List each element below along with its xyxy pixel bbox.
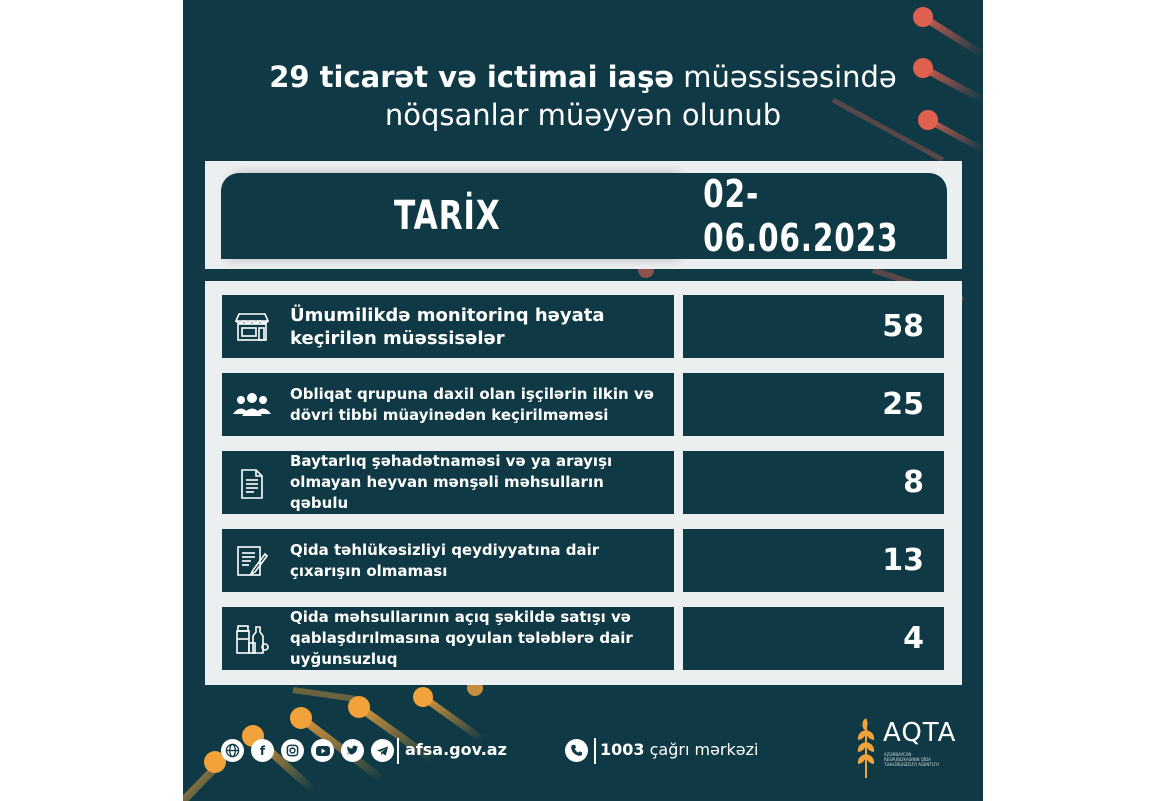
stat-row [222, 451, 944, 514]
footer-divider [397, 738, 399, 764]
stat-row [222, 373, 944, 436]
call-center [600, 740, 758, 759]
footer-divider [594, 738, 596, 764]
date-panel [205, 161, 962, 269]
stat-value: 13 [683, 529, 944, 592]
food-products-icon [222, 607, 282, 670]
page-title [183, 58, 983, 134]
stats-panel [205, 281, 962, 685]
date-value-box [673, 173, 947, 259]
phone-number: 1003 [600, 740, 645, 759]
globe-icon[interactable] [221, 739, 244, 762]
logo-name: AQTA [883, 718, 957, 748]
stat-value: 58 [683, 295, 944, 358]
stat-label: Qida təhlükəsizliyi qeydiyyatına dair çıxarışın olmaması [290, 540, 600, 580]
people-group-icon [222, 373, 282, 436]
stat-value: 8 [683, 451, 944, 514]
store-icon [222, 295, 282, 358]
poster [183, 0, 983, 801]
phone-label: çağrı mərkəzi [649, 740, 759, 759]
date-label: TARİX [393, 193, 501, 239]
stat-label-box [222, 373, 674, 436]
logo-subtitle: AZƏRBAYCAN RESPUBLİKASININ QİDA TƏHLÜKƏSİZLİYİ AGENTLİYİ [884, 752, 939, 767]
stat-row [222, 529, 944, 592]
date-label-box [221, 173, 673, 259]
wheat-logo-icon [851, 712, 881, 780]
stat-row [222, 607, 944, 670]
stat-label: Ümumilikdə monitorinq həyata keçirilən müəssisələr [290, 304, 605, 349]
stat-label-box [222, 451, 674, 514]
social-links [221, 739, 394, 762]
youtube-icon[interactable] [311, 739, 334, 762]
stat-label: Baytarlıq şəhadətnaməsi və ya arayışı olmayan heyvan mənşəli məhsulların qəbulu [290, 452, 613, 512]
document-pen-icon [222, 529, 282, 592]
stat-label-box [222, 607, 674, 670]
instagram-icon[interactable] [281, 739, 304, 762]
website-link[interactable]: afsa.gov.az [405, 740, 507, 759]
twitter-icon[interactable] [341, 739, 364, 762]
facebook-icon[interactable]: f [251, 739, 274, 762]
stat-row [222, 295, 944, 358]
stat-label-box [222, 295, 674, 358]
stat-value: 4 [683, 607, 944, 670]
headline-rest: müəssisəsində [683, 60, 897, 94]
telegram-icon[interactable] [371, 739, 394, 762]
headline-line2: nöqsanlar müəyyən olunub [384, 98, 782, 132]
aqta-logo [851, 712, 957, 782]
headline-bold: 29 ticarət və ictimai iaşə [269, 60, 675, 94]
phone-icon [565, 739, 588, 762]
stat-value: 25 [683, 373, 944, 436]
stat-label: Obliqat qrupuna daxil olan işçilərin ilkin və dövri tibbi müayinədən keçirilməməsi [290, 384, 654, 424]
document-icon [222, 451, 282, 514]
date-value: 02-06.06.2023 [703, 172, 899, 260]
stat-label-box [222, 529, 674, 592]
stat-label: Qida məhsullarının açıq şəkildə satışı və qablaşdırılmasına qoyulan tələblərə dair uyğunsuzluq [290, 608, 633, 668]
